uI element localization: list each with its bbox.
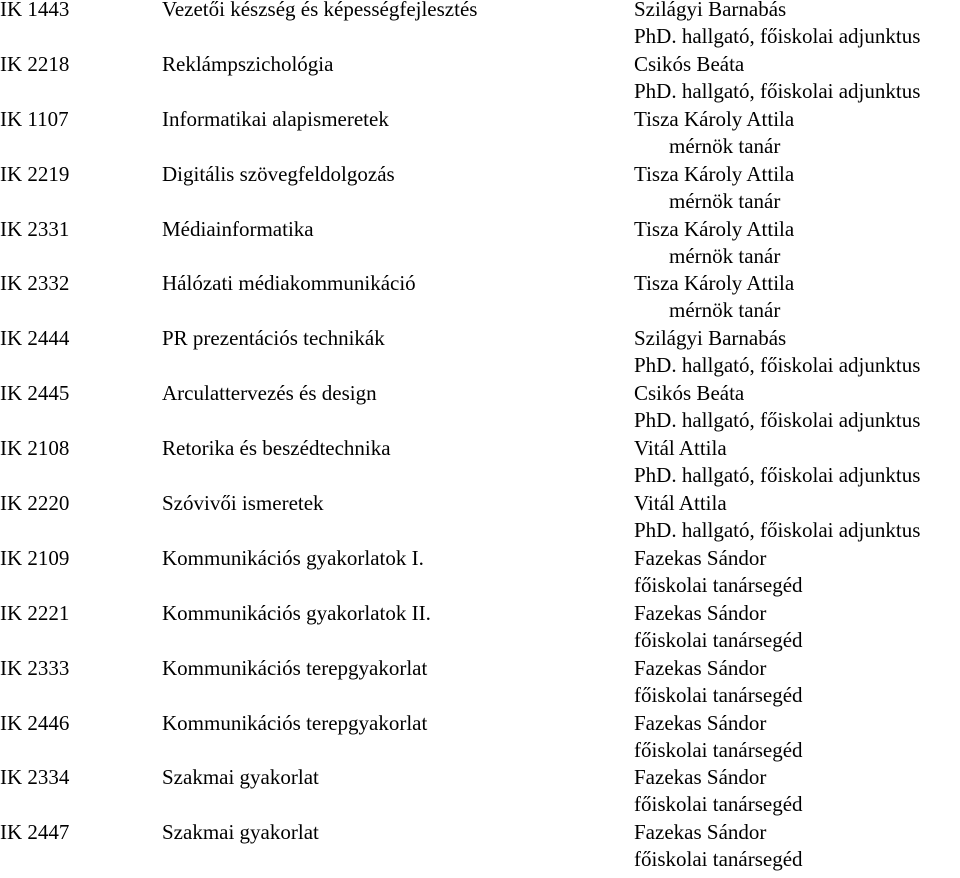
course-title: Kommunikációs gyakorlatok II.	[162, 600, 431, 625]
course-title: Retorika és beszédtechnika	[162, 436, 391, 461]
course-row	[0, 710, 960, 769]
course-row	[0, 161, 960, 220]
lecturer-position: mérnök tanár	[669, 298, 781, 323]
course-code: IK 2221	[0, 600, 70, 625]
course-row	[0, 765, 960, 823]
lecturer-position: mérnök tanár	[669, 243, 781, 268]
lecturer-name: Csikós Beáta	[634, 381, 745, 406]
course-code: IK 1443	[0, 0, 70, 21]
lecturer-name: Szilágyi Barnabás	[634, 0, 787, 21]
lecturer-position: PhD. hallgató, főiskolai adjunktus	[634, 518, 921, 543]
lecturer-position: mérnök tanár	[669, 188, 781, 213]
lecturer-name: Tisza Károly Attila	[634, 271, 795, 296]
lecturer-position: PhD. hallgató, főiskolai adjunktus	[634, 463, 921, 488]
course-code: IK 2109	[0, 545, 70, 570]
lecturer-position: főiskolai tanársegéd	[634, 627, 803, 652]
course-row	[0, 381, 960, 439]
lecturer-position: főiskolai tanársegéd	[634, 792, 803, 817]
course-title: Digitális szövegfeldolgozás	[162, 161, 395, 186]
course-title: Kommunikációs gyakorlatok I.	[162, 545, 424, 570]
course-row	[0, 271, 960, 329]
course-title: Kommunikációs terepgyakorlat	[162, 655, 428, 680]
lecturer-name: Tisza Károly Attila	[634, 106, 795, 131]
course-title: Médiainformatika	[162, 216, 314, 241]
lecturer-position: főiskolai tanársegéd	[634, 572, 803, 597]
course-title: Szóvivői ismeretek	[162, 491, 324, 516]
course-code: IK 2333	[0, 655, 70, 680]
course-title: Szakmai gyakorlat	[162, 820, 319, 845]
course-row	[0, 820, 960, 878]
course-code: IK 2332	[0, 271, 70, 296]
course-code: IK 2444	[0, 326, 70, 351]
course-row	[0, 436, 960, 494]
course-title: Hálózati médiakommunikáció	[162, 271, 416, 296]
course-row	[0, 655, 960, 714]
course-row	[0, 106, 960, 165]
lecturer-name: Fazekas Sándor	[634, 655, 767, 680]
course-title: Reklámpszichológia	[162, 51, 334, 76]
course-row	[0, 216, 960, 275]
lecturer-position: mérnök tanár	[669, 133, 781, 158]
course-code: IK 2446	[0, 710, 70, 735]
course-row	[0, 326, 960, 384]
lecturer-name: Szilágyi Barnabás	[634, 326, 787, 351]
lecturer-position: főiskolai tanársegéd	[634, 847, 803, 872]
lecturer-name: Csikós Beáta	[634, 51, 745, 76]
course-title: PR prezentációs technikák	[162, 326, 385, 351]
lecturer-position: PhD. hallgató, főiskolai adjunktus	[634, 78, 921, 103]
lecturer-name: Fazekas Sándor	[634, 710, 767, 735]
course-title: Vezetői készség és képességfejlesztés	[162, 0, 478, 21]
lecturer-position: PhD. hallgató, főiskolai adjunktus	[634, 408, 921, 433]
lecturer-position: PhD. hallgató, főiskolai adjunktus	[634, 24, 921, 48]
lecturer-position: főiskolai tanársegéd	[634, 682, 803, 707]
lecturer-name: Fazekas Sándor	[634, 545, 767, 570]
course-row	[0, 51, 960, 110]
course-code: IK 2220	[0, 491, 70, 516]
course-code: IK 2334	[0, 765, 70, 790]
course-row	[0, 0, 960, 55]
lecturer-name: Vitál Attila	[634, 436, 727, 461]
course-code: IK 2108	[0, 436, 70, 461]
course-title: Kommunikációs terepgyakorlat	[162, 710, 428, 735]
course-title: Szakmai gyakorlat	[162, 765, 319, 790]
course-code: IK 2445	[0, 381, 70, 406]
lecturer-name: Tisza Károly Attila	[634, 216, 795, 241]
lecturer-name: Fazekas Sándor	[634, 600, 767, 625]
lecturer-name: Vitál Attila	[634, 491, 727, 516]
lecturer-name: Fazekas Sándor	[634, 765, 767, 790]
course-code: IK 2331	[0, 216, 70, 241]
lecturer-name: Fazekas Sándor	[634, 820, 767, 845]
course-code: IK 2219	[0, 161, 70, 186]
lecturer-position: főiskolai tanársegéd	[634, 737, 803, 762]
course-code: IK 1107	[0, 106, 69, 131]
course-row	[0, 600, 960, 659]
course-title: Arculattervezés és design	[162, 381, 377, 406]
lecturer-name: Tisza Károly Attila	[634, 161, 795, 186]
course-row	[0, 545, 960, 604]
course-title: Informatikai alapismeretek	[162, 106, 389, 131]
lecturer-position: PhD. hallgató, főiskolai adjunktus	[634, 353, 921, 378]
course-code: IK 2218	[0, 51, 70, 76]
course-code: IK 2447	[0, 820, 70, 845]
course-row	[0, 491, 960, 549]
